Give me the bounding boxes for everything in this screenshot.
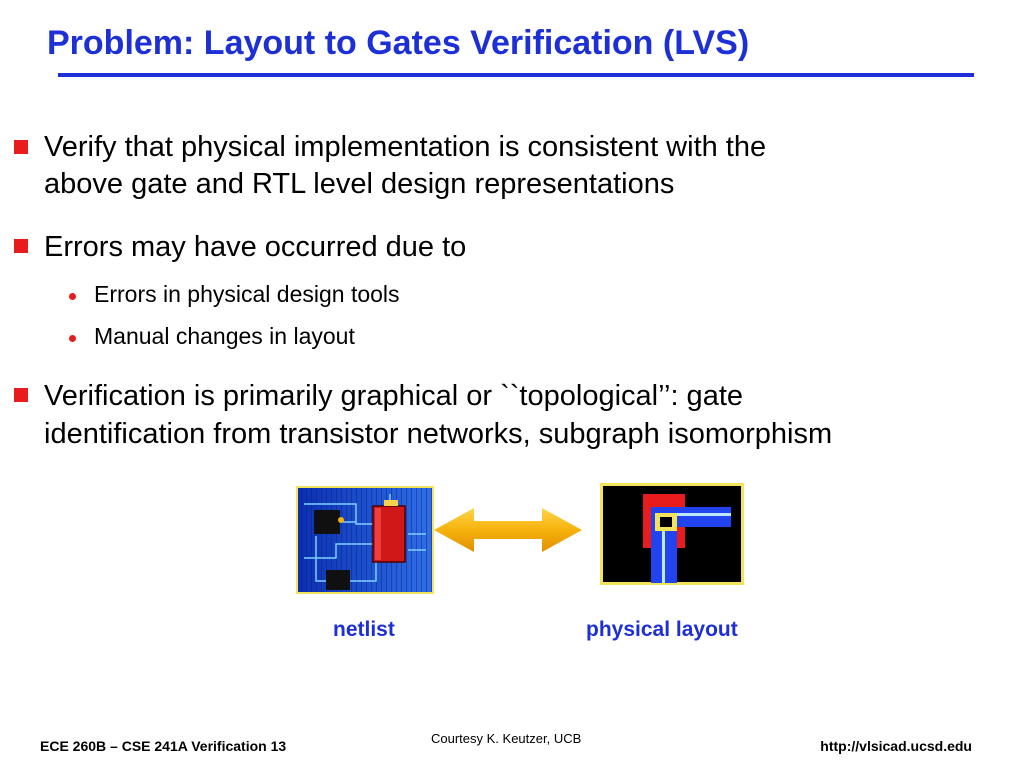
netlist-caption: netlist	[333, 618, 395, 641]
bullet-3-line-2: identification from transistor networks, subgraph isomorphism	[44, 418, 833, 450]
sub-bullet-marker	[69, 293, 76, 300]
footer-credit: Courtesy K. Keutzer, UCB	[431, 731, 582, 746]
netlist-image	[296, 486, 434, 594]
footer-url: http://vlsicad.ucsd.edu	[820, 738, 972, 754]
physical-layout-caption: physical layout	[586, 618, 738, 641]
sub-bullet-marker	[69, 335, 76, 342]
sub-bullet-2: Manual changes in layout	[94, 323, 355, 349]
bullet-marker	[14, 388, 28, 402]
double-headed-arrow-icon	[434, 507, 582, 553]
title-rule	[58, 73, 974, 77]
bullet-1-line-2: above gate and RTL level design representations	[44, 168, 675, 200]
bullet-2-line-1: Errors may have occurred due to	[44, 231, 467, 263]
slide-title: Problem: Layout to Gates Verification (LVS)	[47, 24, 750, 62]
bullet-marker	[14, 140, 28, 154]
bullet-marker	[14, 239, 28, 253]
physical-layout-image	[600, 483, 744, 585]
bullet-1-line-1: Verify that physical implementation is consistent with the	[44, 131, 767, 163]
sub-bullet-1: Errors in physical design tools	[94, 281, 400, 307]
bullet-3-line-1: Verification is primarily graphical or ``topological’’: gate	[44, 380, 744, 412]
footer-course: ECE 260B – CSE 241A Verification 13	[40, 738, 287, 754]
